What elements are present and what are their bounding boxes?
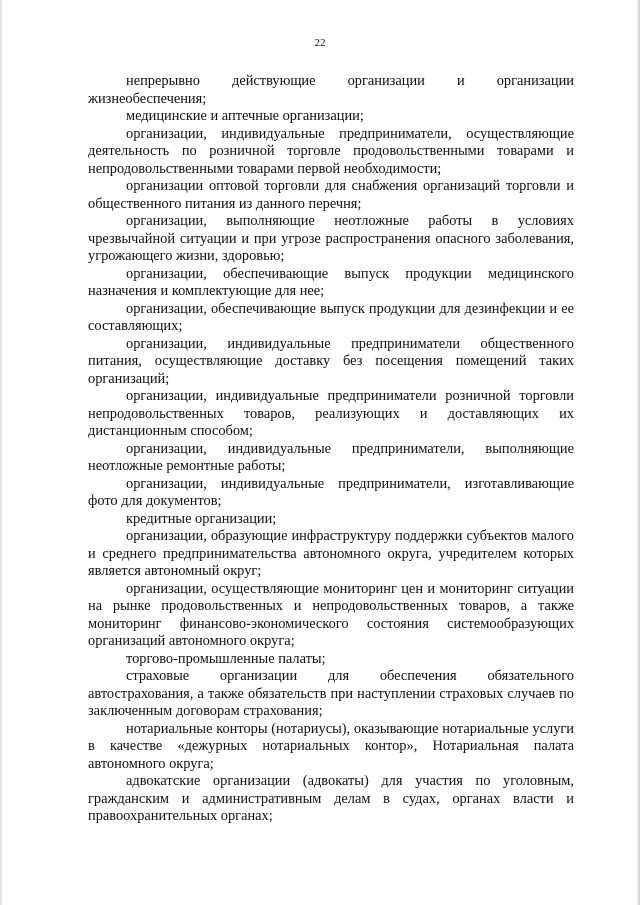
paragraph-13: организации, образующие инфраструктуру поддержки субъектов малого и среднего предпринимательства автономного округа, учредителем которых является автономный округ;: [88, 528, 574, 579]
paragraph-5: организации, выполняющие неотложные работы в условиях чрезвычайной ситуации и при угрозе распространения опасного заболевания, угрожающего жизни, здоровью;: [88, 213, 574, 264]
paragraph-15: торгово-промышленные палаты;: [126, 650, 326, 667]
paragraph-8: организации, индивидуальные предприниматели общественного питания, осуществляющие доставку без посещения помещений таких организаций;: [88, 335, 574, 387]
paragraph-16: страховые организации для обеспечения обязательного автострахования, а также обязательств при наступлении страховых случаев по заключенным договорам страхования;: [88, 668, 574, 719]
scan-edge-right: [636, 0, 640, 905]
paragraph-18: адвокатские организации (адвокаты) для участия по уголовным, гражданским и административным делам в судах, органах власти и правоохранительных органах;: [88, 773, 574, 824]
paragraph-12: кредитные организации;: [126, 510, 277, 527]
paragraph-4: организации оптовой торговли для снабжения организаций торговли и общественного питания из данного перечня;: [88, 178, 574, 212]
paragraph-14: организации, осуществляющие мониторинг цен и мониторинг ситуации на рынке продовольственных и непродовольственных товаров, а также мониторинг финансово-экономического состояния системообразующих организаций автономного округа;: [88, 580, 574, 649]
document-body: [88, 73, 574, 826]
page-number: 22: [314, 37, 326, 49]
paragraph-6: организации, обеспечивающие выпуск продукции медицинского назначения и комплектующие для нее;: [88, 265, 574, 299]
scan-edge-left: [0, 0, 3, 905]
paragraph-2: медицинские и аптечные организации;: [126, 108, 364, 124]
paragraph-9: организации, индивидуальные предприниматели розничной торговли непродовольственных товаров, реализующих и доставляющих их дистанционным способом;: [88, 388, 574, 439]
paragraph-11: организации, индивидуальные предприниматели, изготавливающие фото для документов;: [88, 475, 574, 509]
paragraph-10: организации, индивидуальные предприниматели, выполняющие неотложные ремонтные работы;: [88, 440, 574, 474]
paragraph-1: непрерывно действующие организации и организации жизнеобеспечения;: [88, 73, 574, 107]
paragraph-3: организации, индивидуальные предприниматели, осуществляющие деятельность по розничной торговле продовольственными товарами и непродовольственными товарами первой необходимости;: [88, 125, 574, 177]
paragraph-7: организации, обеспечивающие выпуск продукции для дезинфекции и ее составляющих;: [88, 300, 574, 334]
paragraph-17: нотариальные конторы (нотариусы), оказывающие нотариальные услуги в качестве «дежурных нотариальных контор», Нотариальная палата автономного округа;: [88, 720, 574, 772]
